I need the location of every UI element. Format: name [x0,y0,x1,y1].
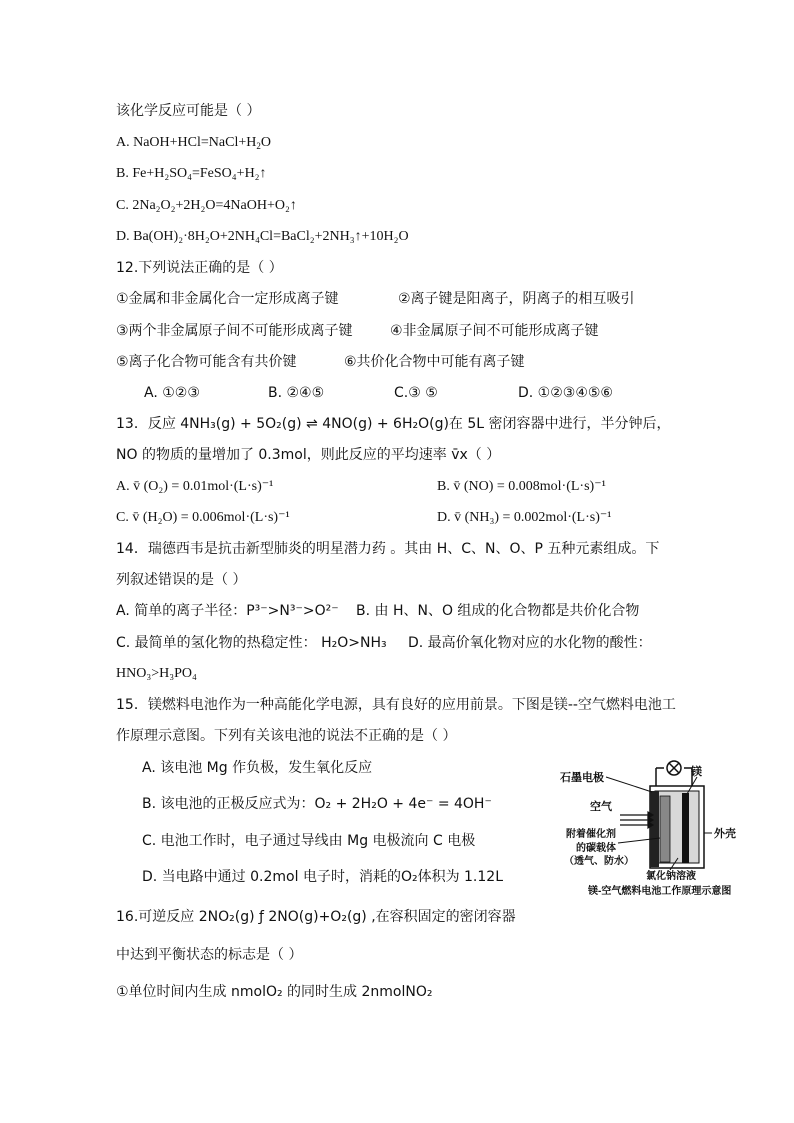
label-shell: 外壳 [714,828,736,840]
q14-option-d-cont: HNO₃>H₃PO₄ [116,666,197,681]
option-11b: B. Fe+H₂SO₄=FeSO₄+H₂↑ [116,166,267,181]
question-12: 12.下列说法正确的是（ ） [116,260,283,276]
question-14-cont: 列叙述错误的是（ ） [116,572,247,588]
option-11d: D. Ba(OH)₂·8H₂O+2NH₄Cl=BaCl₂+2NH₃↑+10H₂O [116,229,409,244]
q15-option-d: D. 当电路中通过 0.2mol 电子时，消耗的O₂体积为 1.12L [142,869,503,885]
q13-option-a: A. v̄ (O₂) = 0.01mol·(L·s)⁻¹ [116,479,274,494]
q12-option-b: B. ②④⑤ [268,385,325,401]
q12-statement-2: ②离子键是阳离子，阴离子的相互吸引 [398,291,635,307]
line-intro: 该化学反应可能是（ ） [116,103,261,119]
question-16: 16.可逆反应 2NO₂(g) ƒ 2NO(g)+O₂(g) ,在容积固定的密闭容器 [116,909,516,925]
q12-option-a: A. ①②③ [144,385,200,401]
q13-option-b: B. v̄ (NO) = 0.008mol·(L·s)⁻¹ [437,479,606,494]
q14-option-c: C. 最简单的氢化物的热稳定性： H₂O>NH₃ [116,635,387,651]
mg-electrode [682,793,689,863]
figure-caption: 镁-空气燃料电池工作原理示意图 [588,886,732,897]
question-13: 13．反应 4NH₃(g) + 5O₂(g) ⇌ 4NO(g) + 6H₂O(g)在 5L 密闭容器中进行，半分钟后， [116,416,671,432]
air-arrows [620,812,653,828]
q12-statement-1: ①金属和非金属化合一定形成离子键 [116,291,339,307]
battery-figure [560,758,760,898]
label-nacl: 氯化钠溶液 [646,871,696,882]
label-mg: 镁 [691,766,702,778]
question-15-cont: 作原理示意图。下列有关该电池的说法不正确的是（ ） [116,728,457,744]
label-graphite: 石墨电极 [560,772,604,784]
question-14: 14．瑞德西韦是抗击新型肺炎的明星潜力药 。其由 H、C、N、O、P 五种元素组成。下 [116,541,660,557]
label-air: 空气 [590,801,612,813]
q15-option-a: A. 该电池 Mg 作负极，发生氧化反应 [142,760,373,776]
q13-option-d: D. v̄ (NH₃) = 0.002mol·(L·s)⁻¹ [437,510,612,525]
label-catalyst2: 的碳载体 [576,843,616,854]
label-catalyst3: （透气、防水） [564,856,634,867]
q12-option-d: D. ①②③④⑤⑥ [518,385,613,401]
q12-statement-3: ③两个非金属原子间不可能形成离子键 [116,323,353,339]
q12-statement-6: ⑥共价化合物中可能有离子键 [344,354,525,370]
question-15: 15．镁燃料电池作为一种高能化学电源，具有良好的应用前景。下图是镁--空气燃料电池工 [116,697,676,713]
q15-option-b: B. 该电池的正极反应式为：O₂ + 2H₂O + 4e⁻ = 4OH⁻ [142,796,492,812]
question-13-cont: NO 的物质的量增加了 0.3mol，则此反应的平均速率 v̄x（ ） [116,447,501,463]
q14-option-d: D. 最高价氧化物对应的水化物的酸性： [408,635,652,651]
q12-option-c: C.③ ⑤ [394,385,438,401]
q14-option-b: B. 由 H、N、O 组成的化合物都是共价化合物 [356,603,640,619]
q14-option-a: A. 简单的离子半径：P³⁻>N³⁻>O²⁻ [116,603,339,619]
battery-diagram [560,758,760,898]
question-16-cont: 中达到平衡状态的标志是（ ） [116,947,303,963]
label-catalyst1: 附着催化剂 [566,829,616,840]
option-11a: A. $NaOH+HCl=NaCl+H_2O$ [116,135,271,151]
graphite-electrode [650,791,659,867]
q16-statement-1: ①单位时间内生成 nmolO₂ 的同时生成 2nmolNO₂ [116,984,433,1000]
q13-option-c: C. v̄ (H₂O) = 0.006mol·(L·s)⁻¹ [116,510,290,525]
option-11c: C. 2Na₂O₂+2H₂O=4NaOH+O₂↑ [116,198,297,213]
q12-statement-4: ④非金属原子间不可能形成离子键 [390,323,599,339]
catalyst-carrier [660,796,670,862]
q15-option-c: C. 电池工作时，电子通过导线由 Mg 电极流向 C 电极 [142,833,476,849]
q12-statement-5: ⑤离子化合物可能含有共价键 [116,354,297,370]
